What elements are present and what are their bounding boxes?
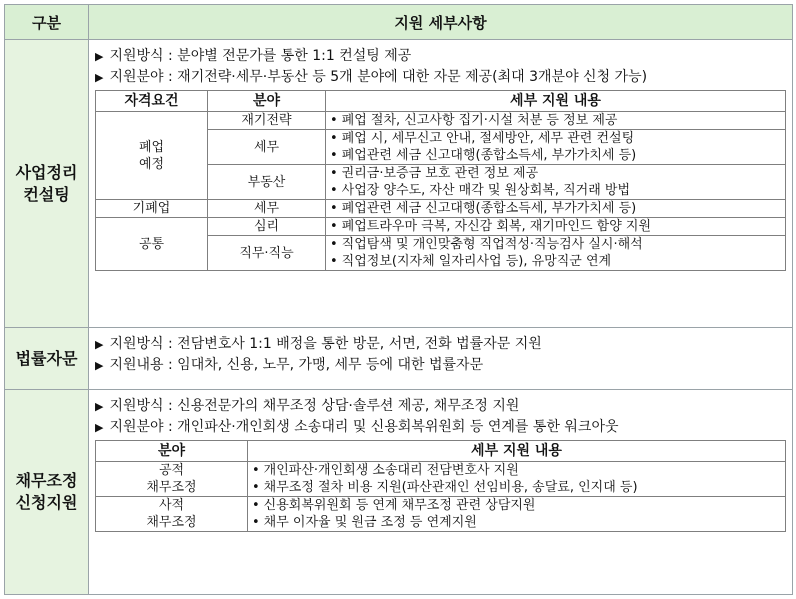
section-title: 사업정리 컨설팅 <box>5 40 89 328</box>
section-title: 채무조정 신청지원 <box>5 390 89 595</box>
table-header-row: 자격요건 분야 세부 지원 내용 <box>96 91 786 112</box>
triangle-icon: ▶ <box>95 50 104 63</box>
list-item: • 폐업관련 세금 신고대행(종합소득세, 부가가치세 등) <box>330 148 637 163</box>
section-title: 법률자문 <box>5 328 89 390</box>
header-category: 구분 <box>5 5 89 40</box>
bullet-item: ▶ 지원방식 : 분야별 전문가를 통한 1:1 컨설팅 제공 <box>95 48 412 64</box>
header-detail: 지원 세부사항 <box>89 5 793 40</box>
consulting-table <box>95 90 786 271</box>
triangle-icon: ▶ <box>95 338 104 351</box>
triangle-icon: ▶ <box>95 421 104 434</box>
list-item: • 권리금·보증금 보호 관련 정보 제공 <box>330 166 539 181</box>
triangle-icon: ▶ <box>95 359 104 372</box>
debt-table <box>95 440 786 532</box>
section-legal <box>5 328 793 390</box>
list-item: • 폐업 시, 세무신고 안내, 절세방안, 세무 관련 컨설팅 <box>330 131 635 146</box>
table-header-row: 분야 세부 지원 내용 <box>96 441 786 462</box>
triangle-icon: ▶ <box>95 71 104 84</box>
bullet-item: ▶ 지원분야 : 재기전략·세무·부동산 등 5개 분야에 대한 자문 제공(최대 3개분야 신청 가능) <box>95 69 648 85</box>
table-row: 세무 • 폐업 시, 세무신고 안내, 절세방안, 세무 관련 컨설팅 • 폐업관련 세금 신고대행(종합소득세, 부가가치세 등) <box>96 130 786 165</box>
support-details-table <box>4 4 793 595</box>
table-row: 기폐업 세무 • 폐업관련 세금 신고대행(종합소득세, 부가가치세 등) <box>96 200 786 218</box>
table-row: 직무·직능 • 직업탐색 및 개인맞춤형 직업적성·직능검사 실시·해석 • 직업정보(지자체 일자리사업 등), 유망직군 연계 <box>96 236 786 271</box>
list-item: • 폐업트라우마 극복, 자신감 회복, 재기마인드 함양 지원 <box>330 219 652 234</box>
section-consulting <box>5 40 793 328</box>
list-item: • 채무조정 절차 비용 지원(파산관재인 선임비용, 송달료, 인지대 등) <box>252 480 638 495</box>
requirement-cell: 공통 <box>96 218 208 271</box>
list-item: • 직업정보(지자체 일자리사업 등), 유망직군 연계 <box>330 254 612 269</box>
list-item: • 개인파산·개인회생 소송대리 전담변호사 지원 <box>252 463 519 478</box>
bullet-item: ▶ 지원내용 : 임대차, 신용, 노무, 가맹, 세무 등에 대한 법률자문 <box>95 357 484 373</box>
requirement-cell: 기폐업 <box>96 200 208 218</box>
list-item: • 사업장 양수도, 자산 매각 및 원상회복, 직거래 방법 <box>330 183 631 198</box>
list-item: • 직업탐색 및 개인맞춤형 직업적성·직능검사 실시·해석 <box>330 237 643 252</box>
table-row: 공적 채무조정 • 개인파산·개인회생 소송대리 전담변호사 지원 • 채무조정 절차 비용 지원(파산관재인 선임비용, 송달료, 인지대 등) <box>96 462 786 497</box>
table-row: 사적 채무조정 • 신용회복위원회 등 연계 채무조정 관련 상담지원 • 채무 이자율 및 원금 조정 등 연계지원 <box>96 497 786 532</box>
list-item: • 폐업관련 세금 신고대행(종합소득세, 부가가치세 등) <box>330 201 637 216</box>
table-row: 폐업 예정 재기전략 • 폐업 절차, 신고사항 집기·시설 처분 등 정보 제공 <box>96 112 786 130</box>
triangle-icon: ▶ <box>95 400 104 413</box>
list-item: • 폐업 절차, 신고사항 집기·시설 처분 등 정보 제공 <box>330 113 618 128</box>
table-row: 공통 심리 • 폐업트라우마 극복, 자신감 회복, 재기마인드 함양 지원 <box>96 218 786 236</box>
list-item: • 신용회복위원회 등 연계 채무조정 관련 상담지원 <box>252 498 536 513</box>
requirement-cell: 폐업 예정 <box>96 112 208 200</box>
table-row: 부동산 • 권리금·보증금 보호 관련 정보 제공 • 사업장 양수도, 자산 매각 및 원상회복, 직거래 방법 <box>96 165 786 200</box>
bullet-item: ▶ 지원방식 : 전담변호사 1:1 배정을 통한 방문, 서면, 전화 법률자문 지원 <box>95 336 542 352</box>
header-row <box>5 5 793 40</box>
bullet-item: ▶ 지원방식 : 신용전문가의 채무조정 상담·솔루션 제공, 채무조정 지원 <box>95 398 520 414</box>
bullet-item: ▶ 지원분야 : 개인파산·개인회생 소송대리 및 신용회복위원회 등 연계를 통한 워크아웃 <box>95 419 619 435</box>
list-item: • 채무 이자율 및 원금 조정 등 연계지원 <box>252 515 477 530</box>
section-debt <box>5 390 793 595</box>
